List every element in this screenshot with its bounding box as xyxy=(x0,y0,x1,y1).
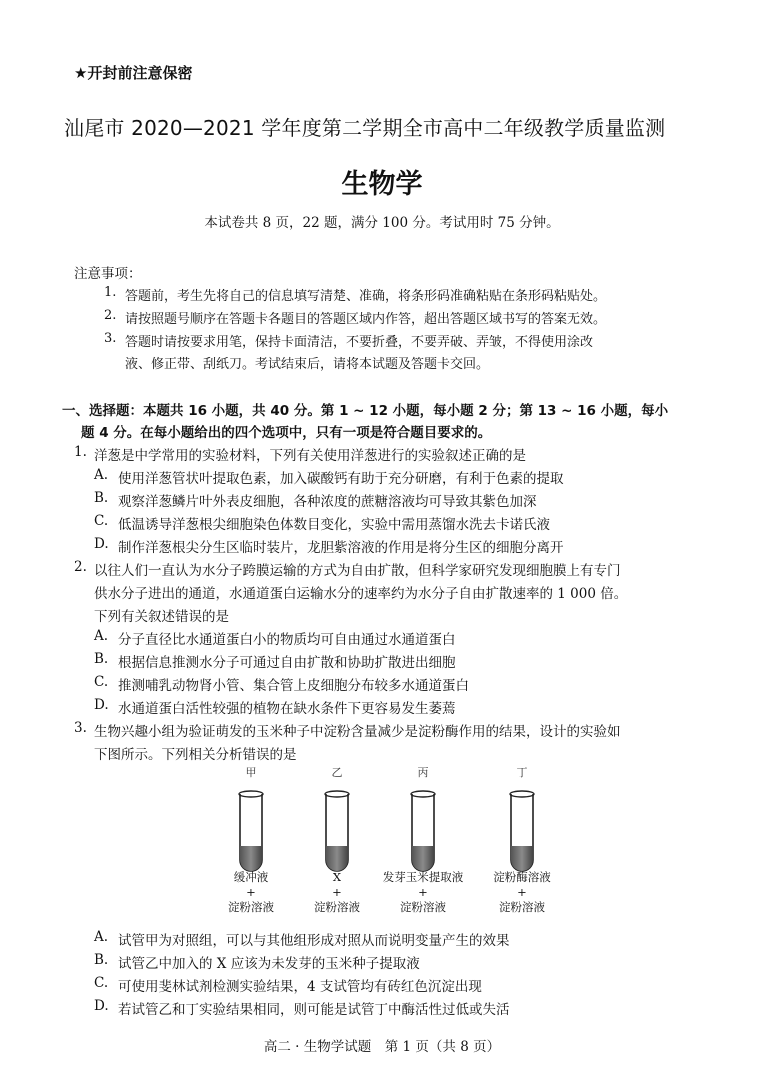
test-tube-bing xyxy=(411,791,435,871)
question-3-stem-line2: 下图所示。下列相关分析错误的是 xyxy=(94,747,297,763)
exam-title: 汕尾市 2020—2021 学年度第二学期全市高中二年级教学质量监测 xyxy=(64,116,666,140)
tube-contents-jia: 缓冲液 + 淀粉溶液 xyxy=(228,870,274,914)
exam-info: 本试卷共 8 页，22 题，满分 100 分。考试用时 75 分钟。 xyxy=(204,215,560,231)
test-tube-figure xyxy=(200,764,600,924)
question-2-stem-line3: 下列有关叙述错误的是 xyxy=(94,609,229,625)
page-footer: 高二 · 生物学试题 第 1 页（共 8 页） xyxy=(263,1039,501,1055)
tube-contents-yi: X + 淀粉溶液 xyxy=(314,870,360,914)
tube-contents-bing: 发芽玉米提取液 + 淀粉溶液 xyxy=(382,870,464,914)
notes-heading: 注意事项： xyxy=(74,266,142,282)
question-2-stem-line2: 供水分子进出的通道，水通道蛋白运输水分的速率约为水分子自由扩散速率的 1 000 倍。 xyxy=(94,586,628,602)
section-heading: 一、选择题：本题共 16 小题，共 40 分。第 1 ~ 12 小题，每小题 2 分；第 13 ~ 16 小题，每小 xyxy=(62,403,669,419)
tube-label-ding: 丁 xyxy=(516,766,528,779)
tube-label-bing: 丙 xyxy=(417,766,429,779)
section-heading-line2: 题 4 分。在每小题给出的四个选项中，只有一项是符合题目要求的。 xyxy=(81,425,492,441)
tube-label-yi: 乙 xyxy=(331,766,343,779)
tube-label-jia: 甲 xyxy=(245,766,257,779)
tube-contents-ding: 淀粉酶溶液 + 淀粉溶液 xyxy=(493,870,551,914)
subject-title: 生物学 xyxy=(341,169,423,200)
test-tube-jia xyxy=(239,791,263,871)
confidential-notice: ★开封前注意保密 xyxy=(74,64,193,82)
test-tube-yi xyxy=(325,791,349,871)
test-tube-ding xyxy=(510,791,534,871)
